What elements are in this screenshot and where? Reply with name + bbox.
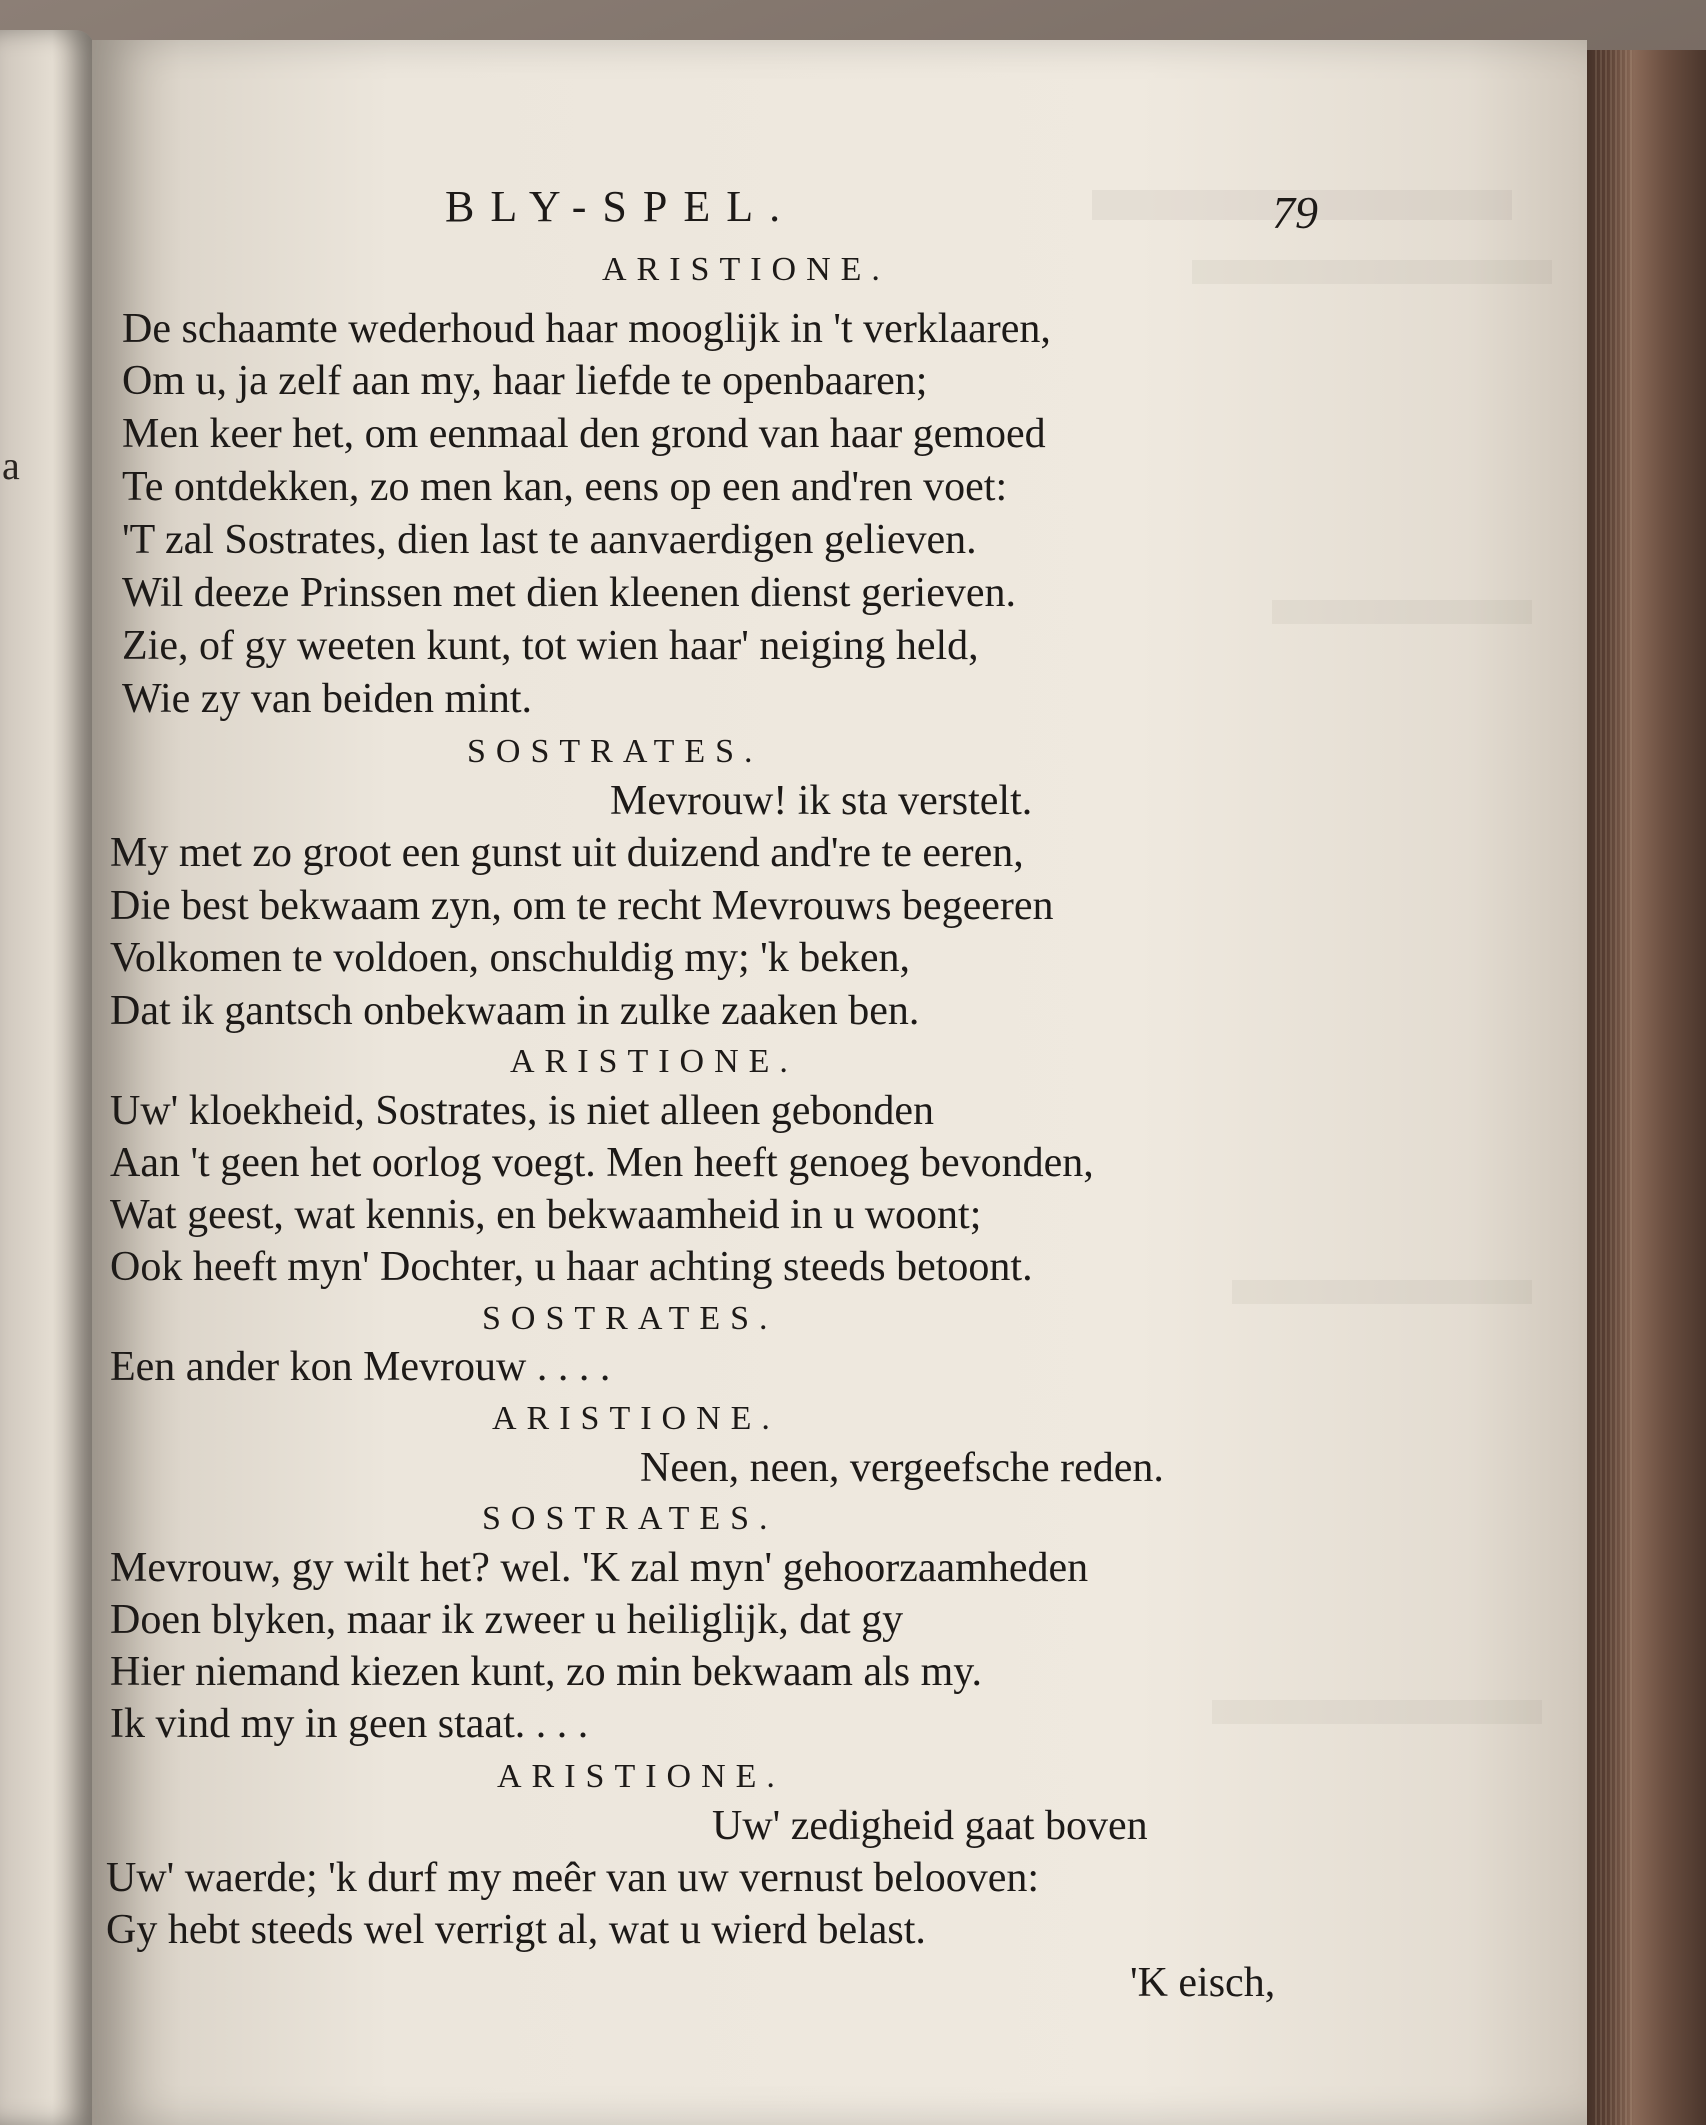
verse-line: Uw' waerde; 'k durf my meêr van uw vernust belooven: xyxy=(106,1855,1040,1901)
speaker-heading: SOSTRATES. xyxy=(467,733,763,770)
bleed-through xyxy=(1272,600,1532,624)
verse-line: My met zo groot een gunst uit duizend and're te eeren, xyxy=(110,830,1024,876)
verse-line: Te ontdekken, zo men kan, eens op een and'ren voet: xyxy=(122,464,1008,510)
verse-line: Uw' kloekheid, Sostrates, is niet alleen gebonden xyxy=(110,1088,935,1134)
verse-line: De schaamte wederhoud haar mooglijk in 't verklaaren, xyxy=(122,306,1051,352)
speaker-heading: SOSTRATES. xyxy=(482,1500,778,1537)
speaker-heading: ARISTIONE. xyxy=(492,1400,780,1437)
verse-line: Volkomen te voldoen, onschuldig my; 'k beken, xyxy=(110,935,911,981)
verse-line: Men keer het, om eenmaal den grond van haar gemoed xyxy=(122,411,1046,457)
book-page-block xyxy=(1575,50,1706,2125)
running-head: BLY-SPEL. xyxy=(445,182,797,231)
verse-line: Aan 't geen het oorlog voegt. Men heeft genoeg bevonden, xyxy=(110,1140,1094,1186)
verse-line: Doen blyken, maar ik zweer u heiliglijk, dat gy xyxy=(110,1597,904,1643)
previous-page-edge xyxy=(0,30,95,2125)
speaker-heading: SOSTRATES. xyxy=(482,1300,778,1337)
catchword: 'K eisch, xyxy=(1130,1960,1276,2006)
speaker-heading: ARISTIONE. xyxy=(510,1043,798,1080)
verse-line: Een ander kon Mevrouw . . . . xyxy=(110,1344,611,1390)
verse-line: Mevrouw, gy wilt het? wel. 'K zal myn' gehoorzaamheden xyxy=(110,1545,1089,1591)
verse-line: Neen, neen, vergeefsche reden. xyxy=(640,1445,1164,1491)
verse-line: Dat ik gantsch onbekwaam in zulke zaaken ben. xyxy=(110,988,920,1034)
verse-line: Wie zy van beiden mint. xyxy=(122,676,533,722)
bleed-through xyxy=(1232,1280,1532,1304)
verse-line: Hier niemand kiezen kunt, zo min bekwaam als my. xyxy=(110,1649,983,1695)
bleed-through xyxy=(1192,260,1552,284)
verse-line: Uw' zedigheid gaat boven xyxy=(712,1803,1148,1849)
verse-line: Wat geest, wat kennis, en bekwaamheid in u woont; xyxy=(110,1192,982,1238)
book-page xyxy=(92,40,1587,2125)
bleed-through xyxy=(1212,1700,1542,1724)
verse-line: Gy hebt steeds wel verrigt al, wat u wierd belast. xyxy=(106,1907,926,1953)
previous-page-letter: a xyxy=(2,443,20,488)
verse-line: Ik vind my in geen staat. . . . xyxy=(110,1701,589,1747)
speaker-heading: ARISTIONE. xyxy=(497,1758,785,1795)
verse-line: Zie, of gy weeten kunt, tot wien haar' neiging held, xyxy=(122,623,979,669)
verse-line: Mevrouw! ik sta verstelt. xyxy=(610,778,1033,824)
verse-line: Die best bekwaam zyn, om te recht Mevrouws begeeren xyxy=(110,883,1054,929)
verse-line: Om u, ja zelf aan my, haar liefde te openbaaren; xyxy=(122,358,928,404)
verse-line: Ook heeft myn' Dochter, u haar achting steeds betoont. xyxy=(110,1244,1033,1290)
page-number: 79 xyxy=(1272,187,1318,238)
speaker-heading: ARISTIONE. xyxy=(602,251,890,288)
verse-line: 'T zal Sostrates, dien last te aanvaerdigen gelieven. xyxy=(122,517,977,563)
verse-line: Wil deeze Prinssen met dien kleenen dienst gerieven. xyxy=(122,570,1016,616)
